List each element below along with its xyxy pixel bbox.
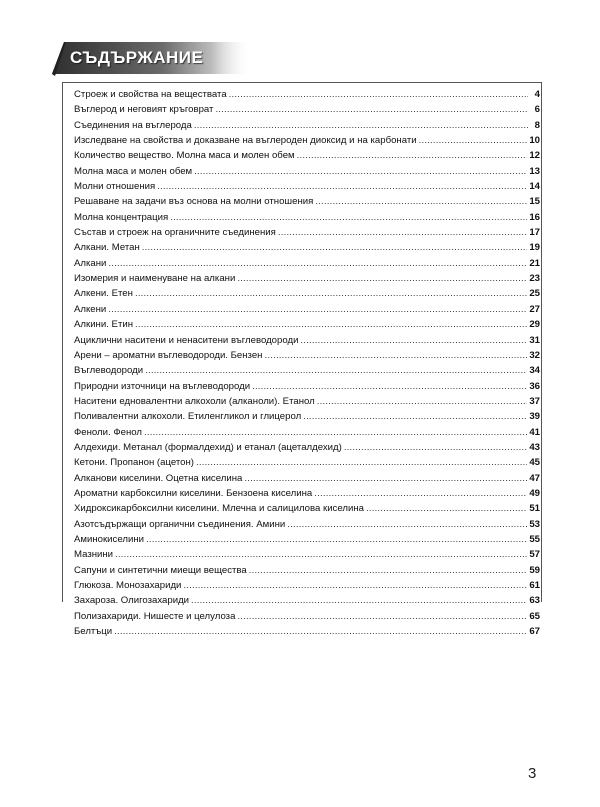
toc-entry-title: Мазнини — [74, 549, 114, 561]
toc-entry-title: Алкани — [74, 257, 107, 269]
toc-entry-page: 16 — [529, 211, 540, 223]
toc-entry-page: 32 — [529, 349, 540, 361]
toc-entry-page: 53 — [529, 518, 540, 530]
toc-entry-page: 43 — [529, 441, 540, 453]
toc-entry — [74, 164, 540, 179]
toc-dot-leader — [297, 148, 528, 163]
toc-dot-leader — [264, 348, 527, 363]
toc-entry-title: Сапуни и синтетични миещи вещества — [74, 564, 247, 576]
toc-entry — [74, 471, 540, 486]
toc-entry-page: 6 — [534, 104, 540, 116]
toc-entry-title: Изомерия и наименуване на алкани — [74, 273, 236, 285]
toc-dot-leader — [145, 363, 527, 378]
toc-entry-title: Алкани. Метан — [74, 242, 140, 254]
toc-dot-leader — [142, 240, 528, 255]
toc-dot-leader — [229, 87, 528, 102]
toc-dot-leader — [114, 624, 527, 639]
toc-entry-page: 59 — [529, 564, 540, 576]
toc-entry-page: 65 — [529, 610, 540, 622]
toc-dot-leader — [196, 455, 527, 470]
toc-entry-page: 36 — [529, 380, 540, 392]
toc-dot-leader — [237, 609, 527, 624]
toc-entry-title: Азотсъдържащи органични съединения. Амини — [74, 518, 286, 530]
toc-entry-title: Съединения на въглерода — [74, 119, 192, 131]
toc-dot-leader — [108, 256, 527, 271]
toc-entry-page: 34 — [529, 365, 540, 377]
toc-dot-leader — [303, 409, 527, 424]
toc-entry-title: Строеж и свойства на веществата — [74, 89, 227, 100]
toc-dot-leader — [183, 578, 527, 593]
toc-entry-page: 10 — [529, 135, 540, 147]
toc-entry — [74, 425, 540, 440]
toc-entry-page: 57 — [529, 549, 540, 561]
toc-dot-leader — [170, 210, 527, 225]
toc-entry-page: 21 — [529, 257, 540, 269]
toc-entry-title: Захароза. Олигозахариди — [74, 595, 190, 607]
toc-entry-title: Хидроксикарбоксилни киселини. Млечна и салицилова киселина — [74, 503, 364, 515]
toc-entry-title: Полизахариди. Нишесте и целулоза — [74, 610, 236, 622]
toc-entry-title: Молна концентрация — [74, 211, 169, 223]
toc-entry-page: 25 — [529, 288, 540, 300]
toc-dot-leader — [157, 179, 527, 194]
toc-entry-title: Решаване на задачи въз основа на молни отношения — [74, 196, 314, 208]
toc-entry-page: 14 — [529, 181, 540, 193]
toc-entry-page: 47 — [529, 472, 540, 484]
toc-dot-leader — [244, 471, 527, 486]
toc-entry — [74, 563, 540, 578]
toc-entry-page: 39 — [529, 411, 540, 423]
toc-entry-page: 41 — [529, 426, 540, 438]
toc-entry — [74, 102, 540, 117]
toc-entry-page: 45 — [529, 457, 540, 469]
toc-dot-leader — [237, 271, 527, 286]
toc-entry-page: 13 — [529, 165, 540, 177]
toc-entry — [74, 148, 540, 163]
toc-entry — [74, 87, 540, 102]
toc-entry-title: Ациклични наситени и ненаситени въглеводороди — [74, 334, 299, 346]
toc-entry-title: Аминокиселини — [74, 533, 144, 545]
toc-dot-leader — [287, 517, 527, 532]
toc-entry-page: 12 — [529, 150, 540, 162]
toc-entry — [74, 379, 540, 394]
toc-entry-title: Белтъци — [74, 626, 113, 638]
toc-dot-leader — [249, 563, 528, 578]
toc-entry-page: 67 — [529, 626, 540, 638]
toc-entry-page: 51 — [529, 503, 540, 515]
toc-entry — [74, 394, 540, 409]
toc-dot-leader — [419, 133, 528, 148]
toc-dot-leader — [135, 286, 527, 301]
table-of-contents — [74, 87, 540, 639]
toc-dot-leader — [194, 118, 528, 133]
toc-entry — [74, 578, 540, 593]
toc-entry — [74, 194, 540, 209]
toc-entry-page: 15 — [529, 196, 540, 208]
toc-entry — [74, 179, 540, 194]
toc-entry — [74, 547, 540, 562]
toc-entry-title: Природни източници на въглеводороди — [74, 380, 251, 392]
toc-dot-leader — [215, 102, 528, 117]
toc-entry-title: Ароматни карбоксилни киселини. Бензоена киселина — [74, 487, 313, 499]
toc-entry-page: 49 — [529, 487, 540, 499]
toc-entry-title: Глюкоза. Монозахариди — [74, 580, 182, 591]
toc-entry — [74, 532, 540, 547]
toc-entry-page: 37 — [529, 395, 540, 407]
toc-entry-title: Въглерод и неговият кръговрат — [74, 104, 214, 116]
toc-entry — [74, 348, 540, 363]
toc-dot-leader — [115, 547, 527, 562]
toc-dot-leader — [135, 317, 527, 332]
toc-entry — [74, 210, 540, 225]
page-number: 3 — [528, 765, 537, 782]
toc-entry — [74, 302, 540, 317]
toc-entry — [74, 624, 540, 639]
toc-entry — [74, 240, 540, 255]
toc-dot-leader — [278, 225, 527, 240]
toc-entry — [74, 501, 540, 516]
toc-entry — [74, 133, 540, 148]
toc-entry — [74, 517, 540, 532]
toc-entry — [74, 286, 540, 301]
toc-entry — [74, 409, 540, 424]
toc-entry-title: Наситени едновалентни алкохоли (алканоли). Етанол — [74, 395, 315, 407]
toc-dot-leader — [315, 194, 527, 209]
toc-entry-page: 8 — [534, 119, 540, 131]
toc-entry-title: Молна маса и молен обем — [74, 165, 193, 177]
toc-dot-leader — [146, 532, 527, 547]
toc-entry-title: Алкени — [74, 303, 107, 315]
toc-entry-title: Кетони. Пропанон (ацетон) — [74, 457, 194, 469]
toc-entry-title: Алканови киселини. Оцетна киселина — [74, 472, 243, 484]
toc-entry-title: Арени – ароматни въглеводороди. Бензен — [74, 349, 263, 361]
toc-entry-title: Алдехиди. Метанал (формалдехид) и етанал (ацеталдехид) — [74, 441, 342, 453]
toc-entry-title: Въглеводороди — [74, 365, 144, 377]
toc-entry-page: 4 — [534, 89, 540, 100]
toc-entry-title: Феноли. Фенол — [74, 426, 142, 438]
toc-entry-page: 61 — [529, 580, 540, 591]
toc-entry-page: 23 — [529, 273, 540, 285]
toc-entry-title: Алкини. Етин — [74, 319, 133, 331]
toc-dot-leader — [317, 394, 528, 409]
toc-dot-leader — [144, 425, 527, 440]
toc-entry-page: 29 — [529, 319, 540, 331]
toc-entry — [74, 455, 540, 470]
toc-entry-title: Изследване на свойства и доказване на въглероден диоксид и на карбонати — [74, 135, 417, 147]
toc-entry-title: Състав и строеж на органичните съединения — [74, 227, 276, 239]
section-banner — [52, 40, 252, 80]
toc-entry — [74, 256, 540, 271]
toc-dot-leader — [108, 302, 527, 317]
toc-entry-page: 17 — [529, 227, 540, 239]
toc-dot-leader — [300, 333, 527, 348]
toc-entry — [74, 440, 540, 455]
toc-entry-page: 27 — [529, 303, 540, 315]
toc-entry — [74, 609, 540, 624]
toc-entry — [74, 593, 540, 608]
toc-entry — [74, 271, 540, 286]
toc-dot-leader — [252, 379, 527, 394]
toc-entry-page: 55 — [529, 533, 540, 545]
toc-entry — [74, 225, 540, 240]
toc-entry-title: Количество вещество. Молна маса и молен обем — [74, 150, 295, 162]
toc-dot-leader — [191, 593, 527, 608]
toc-entry-title: Молни отношения — [74, 181, 156, 193]
toc-dot-leader — [194, 164, 527, 179]
toc-entry — [74, 317, 540, 332]
toc-dot-leader — [344, 440, 528, 455]
toc-entry — [74, 486, 540, 501]
toc-entry-title: Алкени. Етен — [74, 288, 133, 300]
toc-entry — [74, 118, 540, 133]
toc-entry — [74, 363, 540, 378]
toc-dot-leader — [366, 501, 527, 516]
toc-entry — [74, 333, 540, 348]
toc-entry-page: 19 — [529, 242, 540, 254]
page-title: СЪДЪРЖАНИЕ — [70, 48, 204, 67]
toc-entry-page: 63 — [529, 595, 540, 607]
toc-dot-leader — [314, 486, 527, 501]
toc-entry-title: Поливалентни алкохоли. Етиленгликол и глицерол — [74, 411, 302, 423]
toc-entry-page: 31 — [529, 334, 540, 346]
